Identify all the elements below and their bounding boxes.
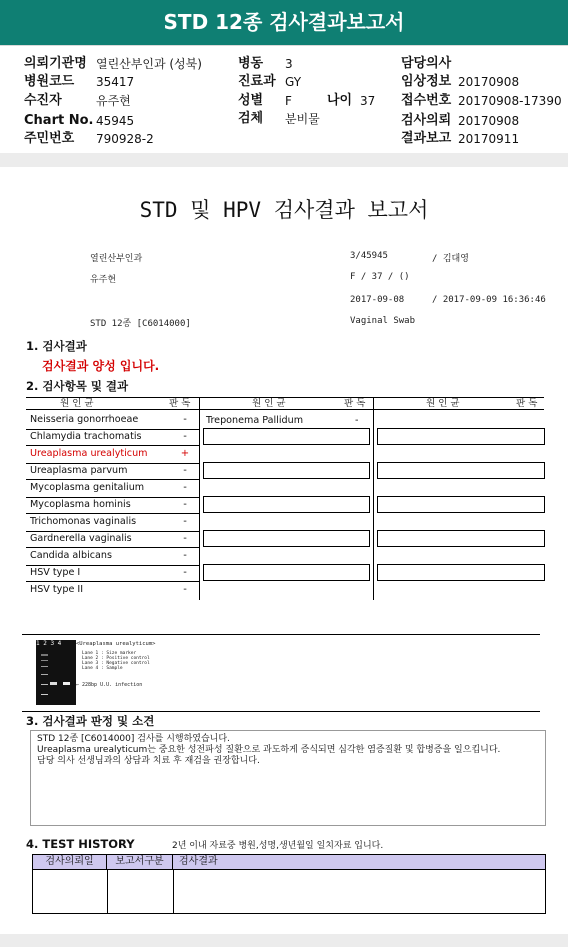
hospital-label: 의뢰기관명	[24, 56, 87, 71]
gel-legend: Lane 1 : Size marker	[82, 651, 137, 656]
organism-result: +	[180, 448, 190, 459]
organism-name: HSV type I	[30, 567, 81, 578]
hospcode-label: 병원코드	[24, 74, 75, 89]
empty-result-box	[203, 428, 370, 445]
gel-lanes: 1 2 3 4	[36, 640, 62, 647]
organism-result: -	[183, 431, 187, 442]
col-result-2: 판 독	[344, 398, 366, 409]
report-doctor: / 김대영	[432, 254, 469, 264]
section1-title: 1. 검사결과	[26, 339, 87, 353]
report-title: STD 및 HPV 검사결과 보고서	[139, 198, 429, 222]
report-date-label: 결과보고	[401, 131, 452, 146]
col-result-3: 판 독	[516, 398, 538, 409]
report-date2: / 2017-09-09 16:36:46	[432, 295, 546, 305]
gel-band-label: ← 228bp U.U. infection	[76, 682, 143, 688]
empty-result-box	[377, 564, 545, 581]
row-border	[26, 513, 199, 514]
report-hospital: 열린산부인과	[90, 254, 143, 264]
age-label: 나이	[327, 93, 353, 108]
col-organism-2: 원 인 균	[252, 398, 286, 409]
organism-result: -	[183, 499, 187, 510]
clinical-value: 20170908	[458, 75, 520, 89]
row-border	[26, 547, 199, 548]
organism-result: -	[183, 550, 187, 561]
section2-title: 2. 검사항목 및 결과	[26, 379, 129, 393]
age-value: 37	[360, 94, 376, 108]
opinion-line: STD 12종 [C6014000] 검사를 시행하였습니다.	[37, 734, 230, 744]
organism-name: Trichomonas vaginalis	[30, 516, 137, 527]
chart-value: 45945	[96, 114, 135, 128]
organism-result: -	[183, 584, 187, 595]
empty-result-box	[203, 496, 370, 513]
row-border	[26, 565, 199, 566]
row-border	[26, 497, 199, 498]
opinion-line: Ureaplasma urealyticum는 중요한 성전파성 질환으로 과도하게 증식되면 심각한 염증질환 및 합병증을 일으킵니다.	[37, 745, 501, 755]
col-organism-1: 원 인 균	[60, 398, 94, 409]
history-col-type: 보고서구분	[107, 855, 173, 870]
dept-value: GY	[285, 75, 302, 89]
sex-label: 성별	[238, 93, 264, 108]
hospital-value: 열린산부인과 (성북)	[96, 57, 202, 71]
gel-title: <Ureaplasma urealyticum>	[76, 641, 156, 647]
request-label: 검사의뢰	[401, 113, 452, 128]
report-sex-age: F / 37 / ()	[350, 272, 410, 282]
organism-name: HSV type II	[30, 584, 84, 595]
organism-name: Mycoplasma hominis	[30, 499, 131, 510]
empty-result-box	[203, 564, 370, 581]
report-chart: 3/45945	[350, 251, 388, 261]
ward-label: 병동	[238, 56, 264, 71]
bottom-bar	[0, 934, 568, 947]
organism-name: Candida albicans	[30, 550, 112, 561]
col-organism-3: 원 인 균	[426, 398, 460, 409]
ward-value: 3	[285, 57, 293, 71]
organism-name: Mycoplasma genitalium	[30, 482, 145, 493]
idnum-value: 790928-2	[96, 132, 154, 146]
organism-treponema: Treponema Pallidum	[206, 415, 304, 426]
positive-notice: 검사결과 양성 입니다.	[42, 359, 160, 373]
idnum-label: 주민번호	[24, 131, 75, 146]
opinion-line: 담당 의사 선생님과의 상담과 치료 후 재검을 권장합니다.	[37, 756, 260, 766]
row-border	[26, 445, 199, 446]
report-patient: 유주현	[90, 275, 117, 285]
column-divider	[373, 397, 374, 600]
report-test: STD 12종 [C6014000]	[90, 319, 191, 329]
empty-result-box	[203, 462, 370, 479]
column-divider	[199, 397, 200, 600]
row-border	[26, 479, 199, 480]
history-table	[32, 854, 546, 914]
patient-label: 수진자	[24, 93, 62, 108]
doctor-label: 담당의사	[401, 56, 452, 71]
specimen-value: 분비물	[285, 112, 320, 126]
empty-result-box	[377, 462, 545, 479]
report-date: 2017-09-08	[350, 295, 405, 305]
row-border	[26, 531, 199, 532]
report-header: STD 12종 검사결과보고서	[0, 0, 568, 46]
patient-value: 유주현	[96, 94, 131, 108]
empty-result-box	[377, 530, 545, 547]
organism-name: Neisseria gonorrhoeae	[30, 414, 139, 425]
gel-legend: Lane 4 : Sample	[82, 666, 123, 671]
chart-label: Chart No.	[24, 113, 94, 128]
sex-value: F	[285, 94, 292, 108]
empty-result-box	[377, 496, 545, 513]
request-value: 20170908	[458, 114, 520, 128]
dept-label: 진료과	[238, 74, 276, 89]
empty-result-box	[377, 428, 545, 445]
organism-result: -	[183, 465, 187, 476]
organism-result: -	[183, 414, 187, 425]
organism-name: Ureaplasma urealyticum	[30, 448, 148, 459]
gel-legend: Lane 3 : Negative control	[82, 661, 150, 666]
organism-name: Gardnerella vaginalis	[30, 533, 132, 544]
row-border	[26, 581, 199, 582]
row-border	[26, 463, 199, 464]
history-note: 2년 이내 자료중 병원,성명,생년월일 일치자료 입니다.	[172, 841, 384, 851]
results-table-header	[26, 397, 544, 410]
specimen-label: 검체	[238, 111, 264, 126]
empty-result-box	[203, 530, 370, 547]
report-date-value: 20170911	[458, 132, 520, 146]
report-specimen: Vaginal Swab	[350, 316, 416, 326]
separator	[0, 153, 568, 167]
gel-electrophoresis-image	[36, 640, 76, 705]
organism-result: -	[183, 482, 187, 493]
opinion-box	[30, 730, 546, 826]
history-col-date: 검사의뢰일	[33, 855, 107, 870]
gel-legend: Lane 2 : Positive control	[82, 656, 150, 661]
history-col-result: 검사결과	[173, 855, 545, 870]
hospcode-value: 35417	[96, 75, 135, 89]
organism-result: -	[183, 567, 187, 578]
accession-value: 20170908-17390	[458, 94, 562, 108]
col-result-1: 판 독	[169, 398, 191, 409]
result-treponema: -	[355, 415, 359, 426]
accession-label: 접수번호	[401, 93, 452, 108]
organism-result: -	[183, 533, 187, 544]
section3-title: 3. 검사결과 판정 및 소견	[26, 714, 155, 728]
section4-title: 4. TEST HISTORY	[26, 837, 135, 851]
organism-result: -	[183, 516, 187, 527]
clinical-label: 임상정보	[401, 74, 452, 89]
organism-name: Chlamydia trachomatis	[30, 431, 142, 442]
row-border	[26, 429, 199, 430]
organism-name: Ureaplasma parvum	[30, 465, 128, 476]
